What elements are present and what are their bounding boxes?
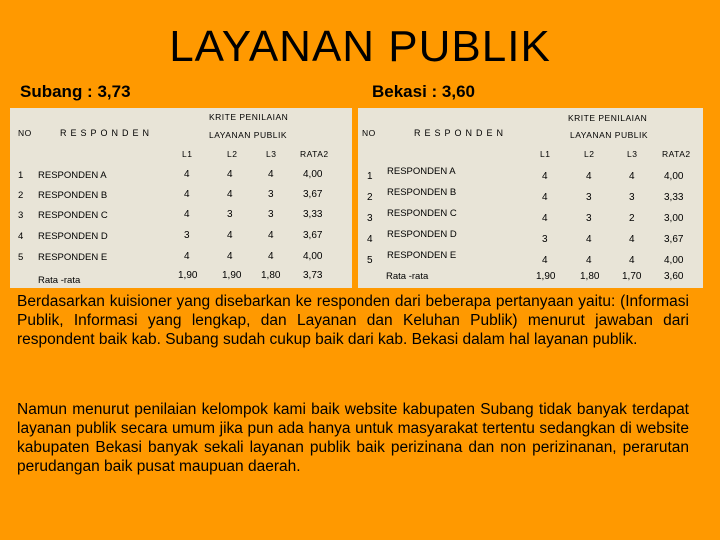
row-no: 1: [367, 171, 373, 182]
row-l3: 4: [268, 169, 274, 180]
row-l3: 3: [268, 189, 274, 200]
row-name: RESPONDEN C: [38, 210, 108, 221]
header-kriteria: KRITE PENILAIAN: [209, 112, 289, 122]
row-no: 4: [18, 231, 24, 242]
row-l3: 4: [268, 251, 274, 262]
row-rata: 3,67: [303, 189, 323, 200]
row-l1: 4: [542, 192, 548, 203]
bekasi-score-label: Bekasi : 3,60: [372, 82, 476, 101]
row-no: 2: [367, 192, 373, 203]
row-name: RESPONDEN D: [38, 231, 108, 242]
row-l2: 4: [586, 171, 592, 182]
header-responden: RESPONDEN: [414, 128, 508, 138]
row-rata: 4,00: [303, 251, 323, 262]
header-l1: L1: [182, 149, 193, 159]
footer-l3: 1,70: [622, 271, 642, 282]
row-no: 1: [18, 170, 24, 181]
row-no: 4: [367, 234, 373, 245]
row-name: RESPONDEN B: [387, 187, 457, 198]
row-name: RESPONDEN E: [38, 252, 108, 263]
row-name: RESPONDEN A: [387, 166, 456, 177]
row-name: RESPONDEN B: [38, 190, 108, 201]
row-no: 3: [367, 213, 373, 224]
row-l3: 4: [629, 255, 635, 266]
row-l3: 4: [629, 234, 635, 245]
footer-rata: 3,60: [664, 271, 684, 282]
row-l1: 4: [184, 209, 190, 220]
footer-rata: 3,73: [303, 270, 323, 281]
row-l2: 4: [227, 251, 233, 262]
row-no: 5: [18, 252, 24, 263]
header-layanan: LAYANAN PUBLIK: [570, 130, 649, 140]
subang-score-label: Subang : 3,73: [20, 82, 131, 101]
row-l1: 3: [542, 234, 548, 245]
row-l1: 4: [542, 171, 548, 182]
row-l1: 4: [542, 255, 548, 266]
header-no: NO: [362, 128, 376, 138]
row-l3: 2: [629, 213, 635, 224]
header-l3: L3: [266, 149, 277, 159]
header-responden: RESPONDEN: [60, 128, 154, 138]
assessment-paragraph: Namun menurut penilaian kelompok kami baik website kabupaten Subang tidak banyak terdapat layanan publik secara umum jika pun ada hanya untuk masyarakat tertentu sedangkan di website kabupaten Bekasi banyak sekali layanan publik baik perizinana dan non perizinanan, perarutan perudangan baik pusat maupuan daerah.: [17, 401, 689, 475]
row-l2: 3: [586, 213, 592, 224]
row-l1: 3: [184, 230, 190, 241]
footer-l2: 1,80: [580, 271, 600, 282]
row-name: RESPONDEN A: [38, 170, 107, 181]
row-no: 2: [18, 190, 24, 201]
row-l3: 3: [629, 192, 635, 203]
row-l3: 3: [268, 209, 274, 220]
footer-label: Rata -rata: [386, 271, 429, 282]
header-l2: L2: [227, 149, 238, 159]
row-l2: 4: [227, 230, 233, 241]
footer-l3: 1,80: [261, 270, 281, 281]
row-l2: 3: [227, 209, 233, 220]
page-title: LAYANAN PUBLIK: [169, 22, 551, 71]
row-name: RESPONDEN E: [387, 250, 457, 261]
header-kriteria: KRITE PENILAIAN: [568, 113, 648, 123]
row-rata: 3,33: [664, 192, 684, 203]
footer-l1: 1,90: [536, 271, 556, 282]
row-rata: 4,00: [664, 255, 684, 266]
row-rata: 3,00: [664, 213, 684, 224]
row-l3: 4: [629, 171, 635, 182]
header-l2: L2: [584, 149, 595, 159]
footer-l1: 1,90: [178, 270, 198, 281]
subang-table: [10, 108, 352, 288]
row-l3: 4: [268, 230, 274, 241]
row-l2: 4: [227, 189, 233, 200]
row-l2: 4: [586, 234, 592, 245]
row-name: RESPONDEN C: [387, 208, 457, 219]
footer-label: Rata -rata: [38, 275, 81, 286]
row-l1: 4: [184, 189, 190, 200]
header-rata: RATA2: [662, 149, 691, 159]
row-rata: 3,33: [303, 209, 323, 220]
row-rata: 4,00: [664, 171, 684, 182]
row-l1: 4: [184, 251, 190, 262]
header-layanan: LAYANAN PUBLIK: [209, 130, 288, 140]
row-l2: 4: [586, 255, 592, 266]
row-no: 3: [18, 210, 24, 221]
header-no: NO: [18, 128, 32, 138]
footer-l2: 1,90: [222, 270, 242, 281]
header-l3: L3: [627, 149, 638, 159]
row-rata: 3,67: [664, 234, 684, 245]
bekasi-table: [358, 108, 703, 288]
row-l2: 4: [227, 169, 233, 180]
header-rata: RATA2: [300, 149, 329, 159]
row-name: RESPONDEN D: [387, 229, 457, 240]
row-l1: 4: [184, 169, 190, 180]
row-no: 5: [367, 255, 373, 266]
conclusion-paragraph: Berdasarkan kuisioner yang disebarkan ke responden dari beberapa pertanyaan yaitu: (Informasi Publik, Informasi yang lengkap, dan Layanan dan Keluhan Publik) menurut jawaban dari respondent baik kab. Subang sudah cukup baik dari kab. Bekasi dalam hal layanan publik.: [17, 293, 689, 348]
row-l1: 4: [542, 213, 548, 224]
header-l1: L1: [540, 149, 551, 159]
row-rata: 3,67: [303, 230, 323, 241]
row-l2: 3: [586, 192, 592, 203]
row-rata: 4,00: [303, 169, 323, 180]
